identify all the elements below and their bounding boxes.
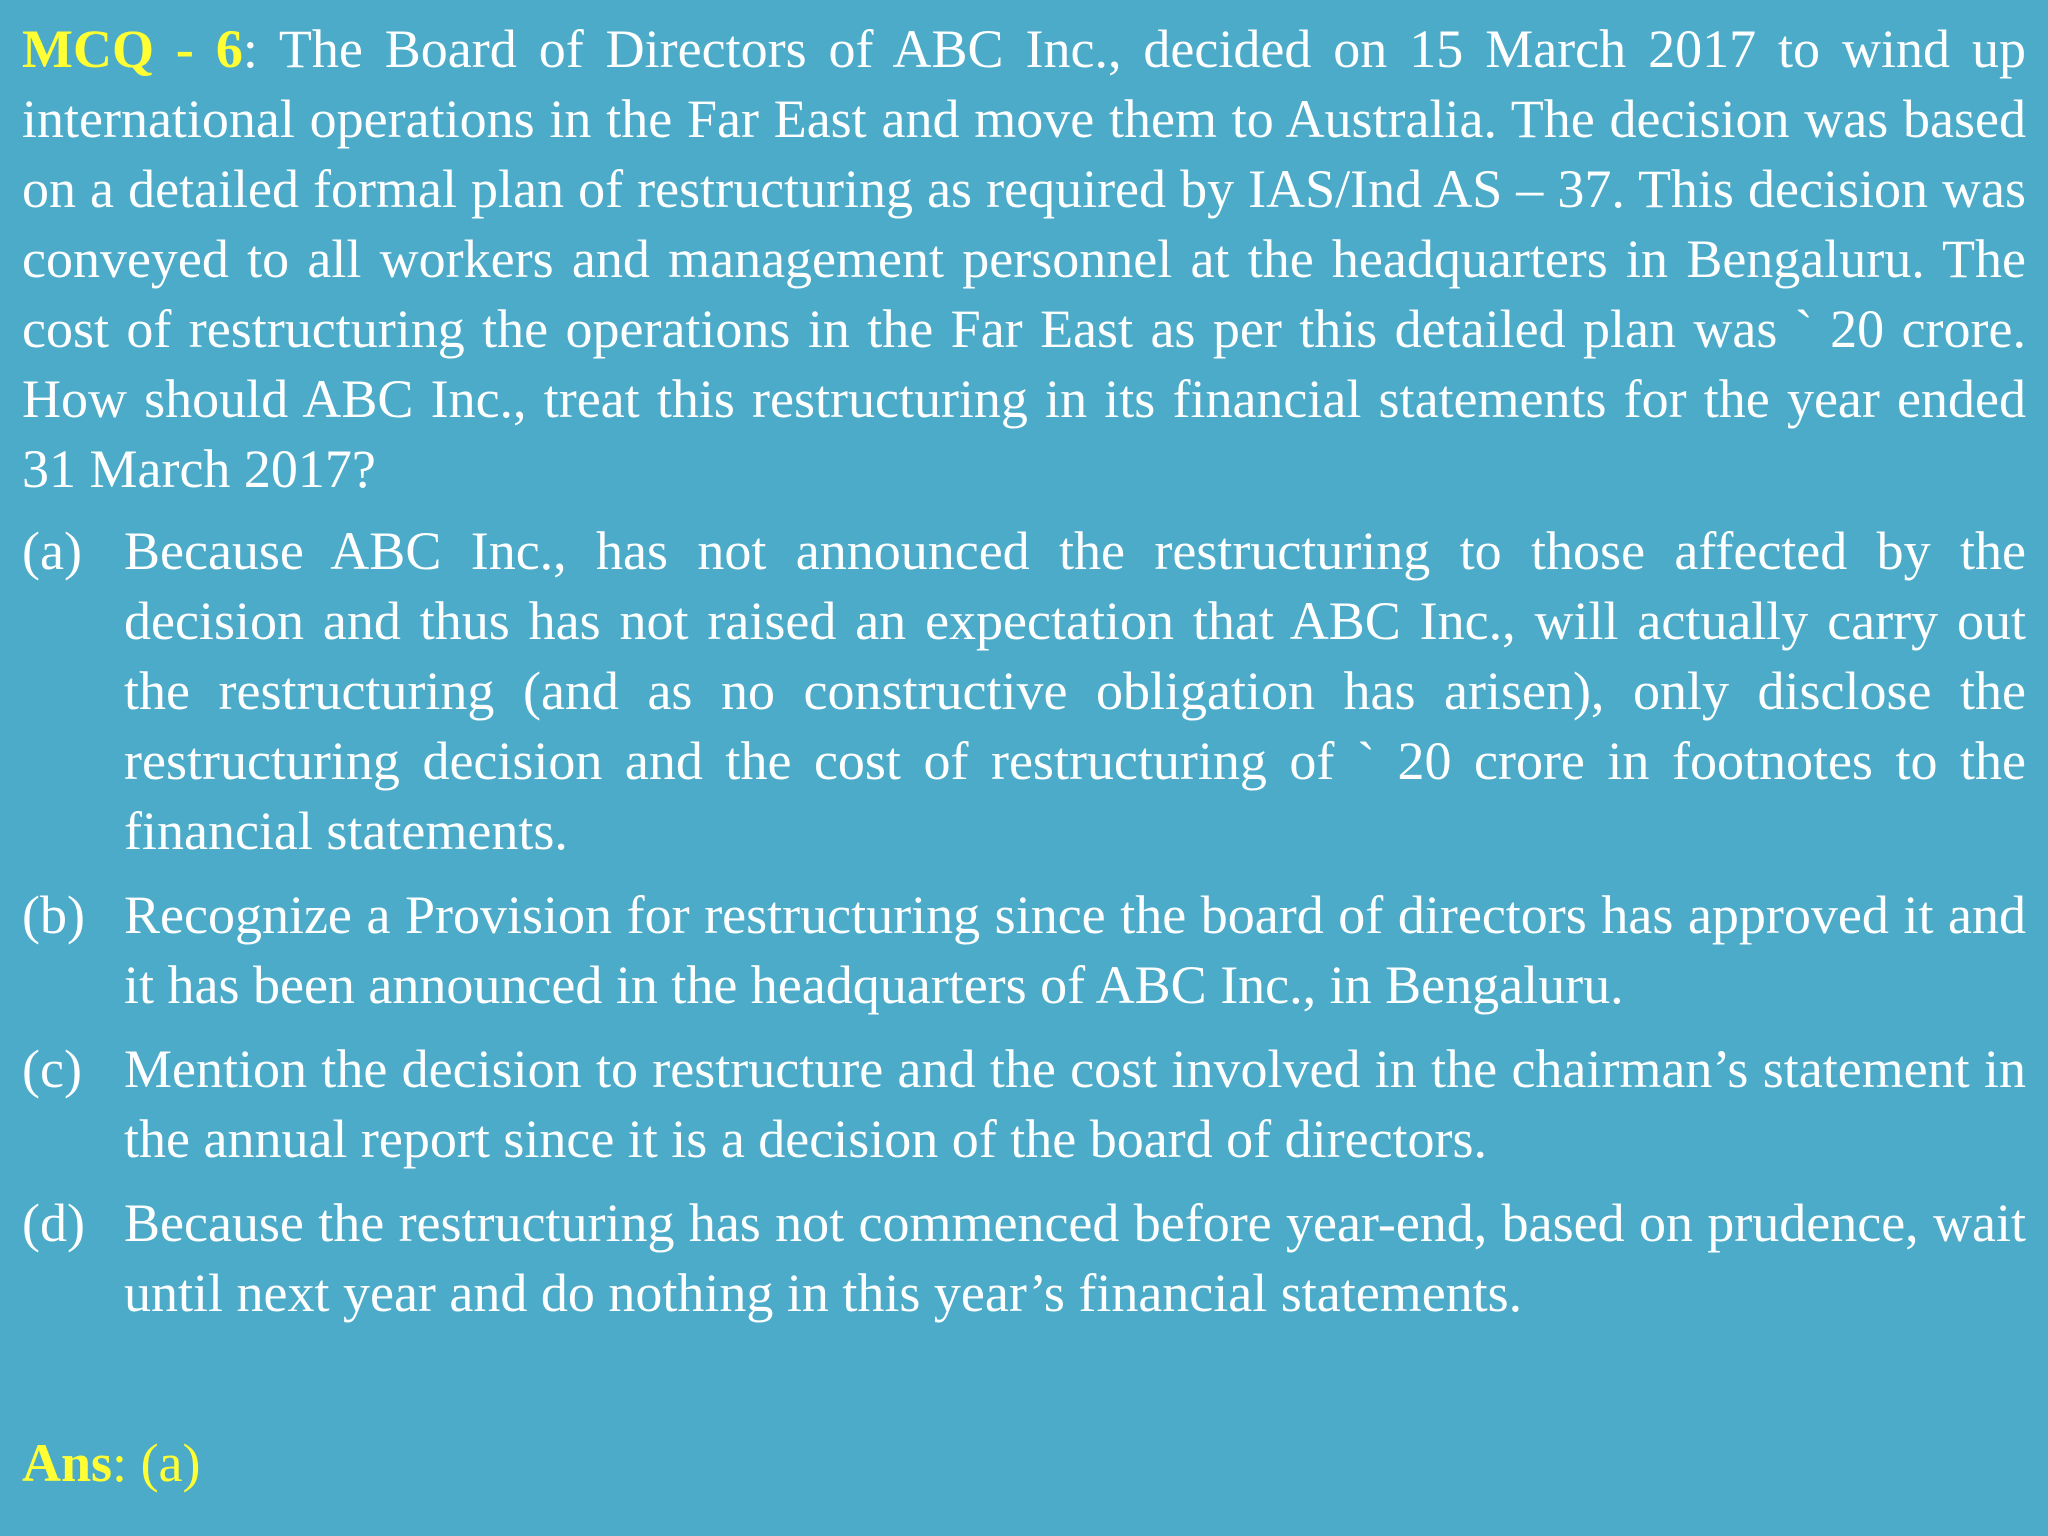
option-c [22, 1034, 2026, 1174]
option-text: Recognize a Provision for restructuring since the board of directors has approved it and it has been announced in the headquarters of ABC Inc., in Bengaluru. [124, 885, 2026, 1015]
option-b [22, 880, 2026, 1020]
option-text: Because the restructuring has not commenced before year-end, based on prudence, wait until next year and do nothing in this year’s financial statements. [124, 1193, 2026, 1323]
answer-separator: : [112, 1433, 128, 1493]
question-separator: : [242, 19, 258, 79]
option-text: Because ABC Inc., has not announced the restructuring to those affected by the decision and thus has not raised an expectation that ABC Inc., will actually carry out the restructuring (and as no constructive obligation has arisen), only disclose the restructuring decision and the cost of restructuring of ` 20 crore in footnotes to the financial statements. [124, 521, 2026, 861]
option-d [22, 1188, 2026, 1328]
option-a [22, 516, 2026, 866]
option-text: Mention the decision to restructure and the cost involved in the chairman’s statement in the annual report since it is a decision of the board of directors. [124, 1039, 2026, 1169]
answer-label: Ans [22, 1433, 113, 1493]
question-text: The Board of Directors of ABC Inc., decided on 15 March 2017 to wind up international operations in the Far East and move them to Australia. The decision was based on a detailed formal plan of restructuring as required by IAS/Ind AS – 37. This decision was conveyed to all workers and management personnel at the headquarters in Bengaluru. The cost of restructuring the operations in the Far East as per this detailed plan was ` 20 crore. How should ABC Inc., treat this restructuring in its financial statements for the year ended 31 March 2017? [22, 19, 2026, 499]
answer-line [22, 1428, 201, 1498]
option-letter: (d) [22, 1193, 85, 1253]
question-paragraph [22, 14, 2026, 504]
question-label: MCQ - 6 [22, 19, 243, 79]
answer-value: (a) [127, 1433, 201, 1493]
option-letter: (b) [22, 885, 85, 945]
option-letter: (c) [22, 1039, 82, 1099]
options-list [22, 516, 2026, 1328]
option-letter: (a) [22, 521, 82, 581]
